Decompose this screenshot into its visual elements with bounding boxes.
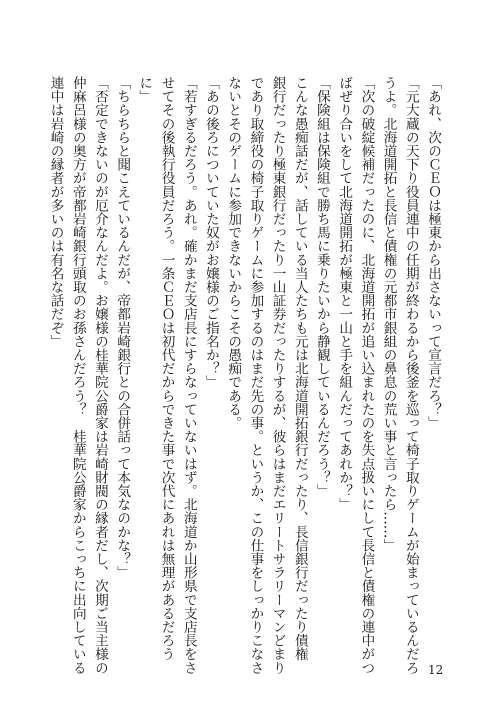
text-line: せてその後執行役員だろう。一条ＣＥＯは初代だからできた事で次代にあれは無理があるだろう	[158, 76, 175, 661]
text-line: 仲麻呂様の奥方が帝都岩崎銀行頭取のお孫さんだろう？ 桂華院公爵家からこっちに出向している	[69, 76, 86, 675]
text-line: 「次の破綻候補だったのに、北海道開拓が追い込まれたのを失点扱いにして長信と債権の連中がつ	[358, 76, 375, 675]
text-line: 「あの後ろについていた奴がお嬢様のご指名か？」	[202, 76, 219, 389]
text-line: に」	[136, 76, 153, 104]
text-line: うよ。北海道開拓と長信と債権の元都市銀組の鼻息の荒い事と言ったら……」	[380, 76, 397, 552]
text-line: ばぜり合いをして北海道開拓が極東と一山と手を組んだってあれか？」	[336, 76, 353, 512]
text-line: こんな愚痴話だが、話している当人たちも元は北海道開拓銀行だったり、長信銀行だったり債権	[291, 76, 308, 661]
text-line: 「元大蔵の天下り役員連中の任期が終わるから後釜を巡って椅子取りゲームが始まっているんだろ	[402, 76, 419, 675]
text-line: 「若すぎるだろう。あれ。確かまだ支店長にすらなっていないはず。北海道か山形県で支店長をさ	[180, 76, 197, 675]
text-line: 「あれ、次のＣＥＯは極東から出さないって宣言だろ？」	[425, 76, 441, 430]
text-line: であり取締役の椅子取りゲームに参加するのはまだ先の事。というか、この仕事をしっかりこなさ	[247, 76, 264, 675]
text-line: 連中は岩崎の縁者が多いのは有名な話だぞ」	[47, 76, 64, 348]
text-line: 銀行だったり極東銀行だったり一山証券だったりするが、彼らはまだエリートサラリーマンどまり	[269, 76, 286, 675]
text-line: ないとそのゲームに参加できないからこその愚痴である。	[225, 76, 242, 430]
text-line: 「保険組は保険組で勝ち馬に乗りたいから静観しているんだろう？」	[313, 76, 330, 498]
text-line: 「ちらちらと聞こえているんだが、帝都岩崎銀行との合併話って本気なのかな？」	[114, 76, 131, 580]
text-line: 「否定できないのが厄介なんだよ。お嬢様の桂華院公爵家は岩崎財閥の縁者だし、次期ご当主様の	[91, 76, 108, 675]
page-number: 12	[428, 663, 444, 677]
